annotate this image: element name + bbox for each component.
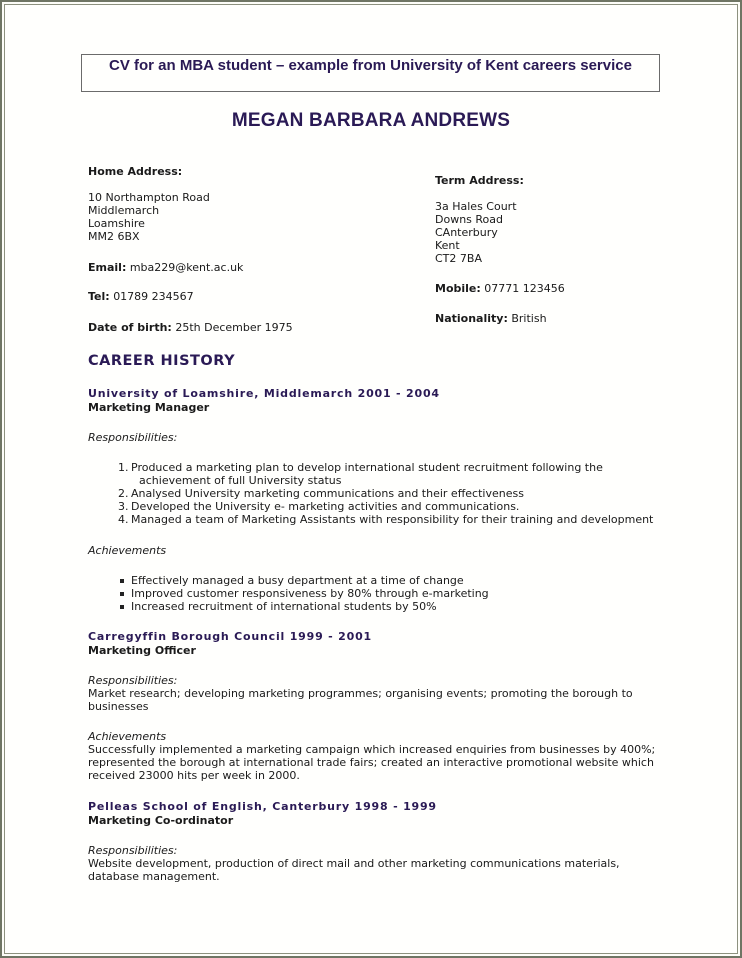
list-item [118, 487, 678, 500]
responsibilities-label: Responsibilities: [88, 844, 178, 857]
list-item-text: Analysed University marketing communications and their effectiveness [131, 487, 524, 500]
job-employer: Pelleas School of English, Canterbury 1998 - 1999 [88, 800, 437, 813]
list-item [120, 574, 489, 587]
document-title-box [81, 54, 660, 92]
list-item [120, 587, 489, 600]
home-address-line: MM2 6BX [88, 230, 140, 243]
tel-row [88, 290, 194, 303]
term-address-line: Downs Road [435, 213, 503, 226]
home-address-line: Loamshire [88, 217, 145, 230]
dob-label: Date of birth: [88, 321, 172, 334]
list-number: 2. [118, 487, 129, 500]
list-number: 3. [118, 500, 129, 513]
document-title: CV for an MBA student – example from University of Kent careers service [109, 57, 632, 74]
job-role: Marketing Manager [88, 401, 210, 414]
job-employer: University of Loamshire, Middlemarch 2001 - 2004 [88, 387, 440, 400]
job-role: Marketing Co-ordinator [88, 814, 234, 827]
list-item-text: Increased recruitment of international students by 50% [131, 600, 437, 613]
list-item-text: Managed a team of Marketing Assistants with responsibility for their training and development [131, 513, 654, 526]
responsibilities-text: Market research; developing marketing programmes; organising events; promoting the borough to businesses [88, 687, 633, 713]
mobile-label: Mobile: [435, 282, 481, 295]
career-history-heading: CAREER HISTORY [88, 353, 236, 369]
bullet-square-icon [120, 605, 124, 609]
nationality-row [435, 312, 547, 325]
responsibilities-list [118, 461, 678, 526]
list-item-text: Effectively managed a busy department at a time of change [131, 574, 464, 587]
nationality-value: British [511, 312, 547, 325]
list-number: 4. [118, 513, 129, 526]
list-item [118, 461, 678, 487]
achievements-label: Achievements [88, 544, 167, 557]
home-address-label: Home Address: [88, 165, 183, 178]
term-address [435, 200, 517, 265]
mobile-row [435, 282, 565, 295]
achievements-list [120, 574, 489, 613]
list-item-text: Produced a marketing plan to develop international student recruitment following the [131, 461, 603, 474]
achievements-text: Successfully implemented a marketing campaign which increased enquiries from businesses by 400%; represented the borough at international trade fairs; created an interactive promotional website which received 23000 hits per week in 2000. [88, 743, 656, 782]
list-item [118, 500, 678, 513]
email-value: mba229@kent.ac.uk [129, 261, 244, 274]
list-number: 1. [118, 461, 129, 474]
list-item-text-cont: achievement of full University status [139, 474, 342, 487]
responsibilities-text: Website development, production of direct mail and other marketing communications materials, database management. [88, 857, 620, 883]
job-role: Marketing Officer [88, 644, 196, 657]
term-address-line: CAnterbury [435, 226, 498, 239]
term-address-label: Term Address: [435, 174, 524, 187]
nationality-label: Nationality: [435, 312, 508, 325]
home-address [88, 191, 210, 243]
responsibilities-label: Responsibilities: [88, 674, 178, 687]
candidate-name: MEGAN BARBARA ANDREWS [231, 110, 511, 131]
email-row [88, 261, 243, 274]
list-item [118, 513, 678, 526]
tel-label: Tel: [88, 290, 110, 303]
responsibilities-label: Responsibilities: [88, 431, 178, 444]
tel-value: 01789 234567 [113, 290, 194, 303]
job-employer: Carregyffin Borough Council 1999 - 2001 [88, 630, 372, 643]
dob-row [88, 321, 293, 334]
list-item-text: Improved customer responsiveness by 80% through e-marketing [131, 587, 489, 600]
bullet-square-icon [120, 592, 124, 596]
home-address-line: 10 Northampton Road [88, 191, 210, 204]
email-label: Email: [88, 261, 127, 274]
list-item [120, 600, 489, 613]
bullet-square-icon [120, 579, 124, 583]
term-address-line: Kent [435, 239, 460, 252]
dob-value: 25th December 1975 [175, 321, 293, 334]
home-address-line: Middlemarch [88, 204, 160, 217]
term-address-line: 3a Hales Court [435, 200, 517, 213]
term-address-line: CT2 7BA [435, 252, 482, 265]
achievements-label: Achievements [88, 730, 167, 743]
list-item-text: Developed the University e- marketing activities and communications. [131, 500, 520, 513]
mobile-value: 07771 123456 [484, 282, 565, 295]
